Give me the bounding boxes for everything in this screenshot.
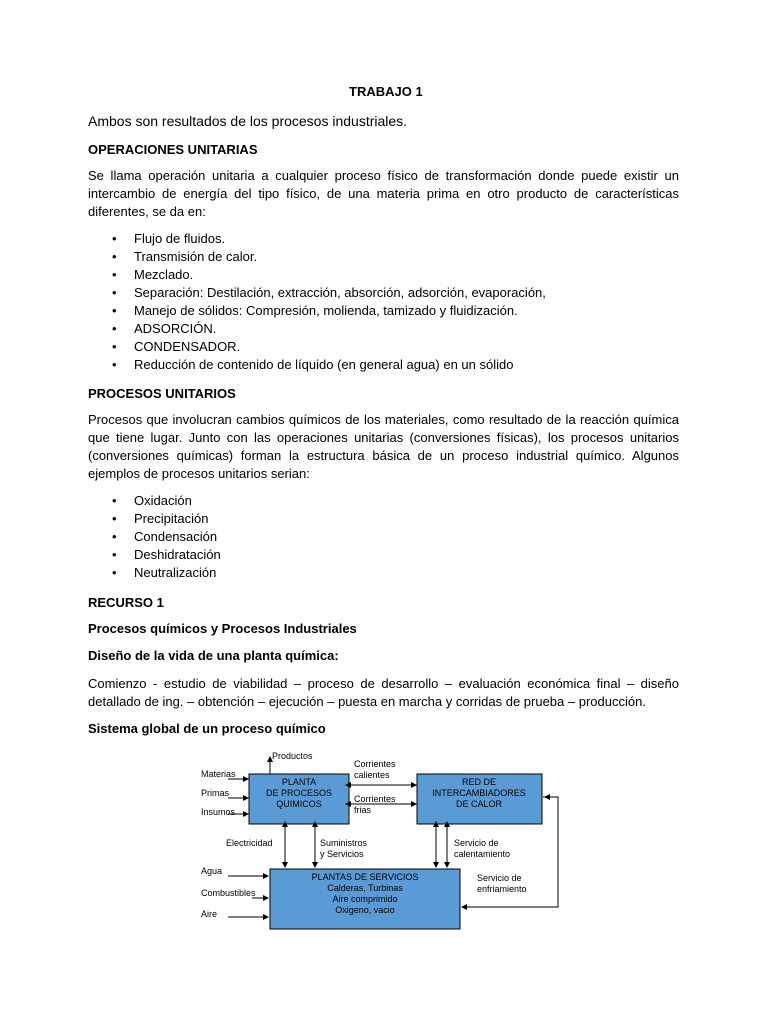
- subheading-procesos: Procesos químicos y Procesos Industriales: [88, 621, 357, 636]
- servicio-enfriamiento-1: Servicio de: [477, 873, 522, 883]
- servicios-label-2: Calderas, Turbinas: [327, 883, 403, 893]
- servicio-calentamiento-1: Servicio de: [454, 838, 499, 848]
- corrientes-frias-1: Corrientes: [354, 794, 396, 804]
- corrientes-calientes-2: calientes: [354, 770, 390, 780]
- list-item: • Oxidación: [112, 492, 221, 510]
- op-list: [112, 230, 546, 374]
- servicio-calentamiento-2: calentamiento: [454, 849, 511, 859]
- suministros-label-1: Suministros: [320, 838, 368, 848]
- list-item: • Manejo de sólidos: Compresión, molienda, tamizado y fluidización.: [112, 302, 546, 320]
- list-item: • Separación: Destilación, extracción, absorción, adsorción, evaporación,: [112, 284, 546, 302]
- recurso-heading: RECURSO 1: [88, 595, 164, 610]
- list-item: • CONDENSADOR.: [112, 338, 546, 356]
- servicio-enfriamiento-2: enfriamiento: [477, 884, 527, 894]
- list-item: • Deshidratación: [112, 546, 221, 564]
- doc-title: TRABAJO 1: [349, 84, 423, 99]
- aire-label: Aire: [201, 909, 218, 919]
- planta-label-3: QUIMICOS: [276, 799, 322, 809]
- life-line-1: Comienzo - estudio de viabilidad – proceso de desarrollo – evaluación económica final – diseño: [88, 676, 679, 691]
- op-paragraph-line-1: Se llama operación unitaria a cualquier proceso físico de transformación donde puede existir un: [88, 168, 679, 183]
- servicios-label-3: Aire comprimido: [332, 894, 398, 904]
- life-line-2: detallado de ing. – obtención – ejecución – puesta en marcha y corridas de prueba – producción.: [88, 694, 646, 709]
- corrientes-frias-2: frias: [354, 805, 372, 815]
- list-item: • Flujo de fluidos.: [112, 230, 546, 248]
- op-heading: OPERACIONES UNITARIAS: [88, 142, 258, 157]
- materias-label: Materias: [201, 769, 236, 779]
- list-item: • Precipitación: [112, 510, 221, 528]
- planta-label-2: DE PROCESOS: [265, 788, 333, 798]
- red-label-2: INTERCAMBIADORES: [432, 788, 526, 798]
- list-item: • ADSORCIÓN.: [112, 320, 546, 338]
- op-paragraph-line-2: intercambio de energía del tipo físico, de una materia prima en otro producto de características: [88, 186, 679, 201]
- list-item: • Condensación: [112, 528, 221, 546]
- agua-label: Agua: [201, 866, 223, 876]
- corrientes-calientes-1: Corrientes: [354, 759, 396, 769]
- proc-heading: PROCESOS UNITARIOS: [88, 386, 236, 401]
- electricidad-label: Electricidad: [226, 838, 273, 848]
- subheading-sistema: Sistema global de un proceso químico: [88, 721, 326, 736]
- combustibles-label: Combustibles: [201, 888, 256, 898]
- proc-list: [112, 492, 221, 582]
- proc-paragraph-line-2: que tiene lugar. Junto con las operaciones unitarias (conversiones físicas), los procesos unitarios: [88, 430, 679, 445]
- suministros-label-2: y Servicios: [320, 849, 364, 859]
- intro-text: Ambos son resultados de los procesos industriales.: [88, 113, 408, 129]
- servicios-label-1: PLANTAS DE SERVICIOS: [311, 872, 419, 882]
- process-diagram: [190, 745, 570, 940]
- proc-paragraph-line-4: ejemplos de procesos unitarios serian:: [88, 466, 310, 481]
- list-item: • Reducción de contenido de líquido (en general agua) en un sólido: [112, 356, 546, 374]
- primas-label: Primas: [201, 788, 230, 798]
- productos-label: Productos: [272, 751, 313, 761]
- list-item: • Mezclado.: [112, 266, 546, 284]
- subheading-diseno: Diseño de la vida de una planta química:: [88, 648, 339, 663]
- planta-label-1: PLANTA: [281, 777, 317, 787]
- list-item: • Transmisión de calor.: [112, 248, 546, 266]
- proc-paragraph-line-1: Procesos que involucran cambios químicos de los materiales, como resultado de la reacción química: [88, 412, 679, 427]
- list-item: • Neutralización: [112, 564, 221, 582]
- servicios-label-4: Oxigeno, vacio: [335, 905, 395, 915]
- proc-paragraph-line-3: (conversiones químicas) forman la estructura básica de un proceso industrial químico. Algunos: [88, 448, 679, 463]
- red-label-1: RED DE: [461, 777, 497, 787]
- op-paragraph-line-3: diferentes, se da en:: [88, 204, 206, 219]
- insumos-label: Insumos: [201, 807, 236, 817]
- red-label-3: DE CALOR: [455, 799, 503, 809]
